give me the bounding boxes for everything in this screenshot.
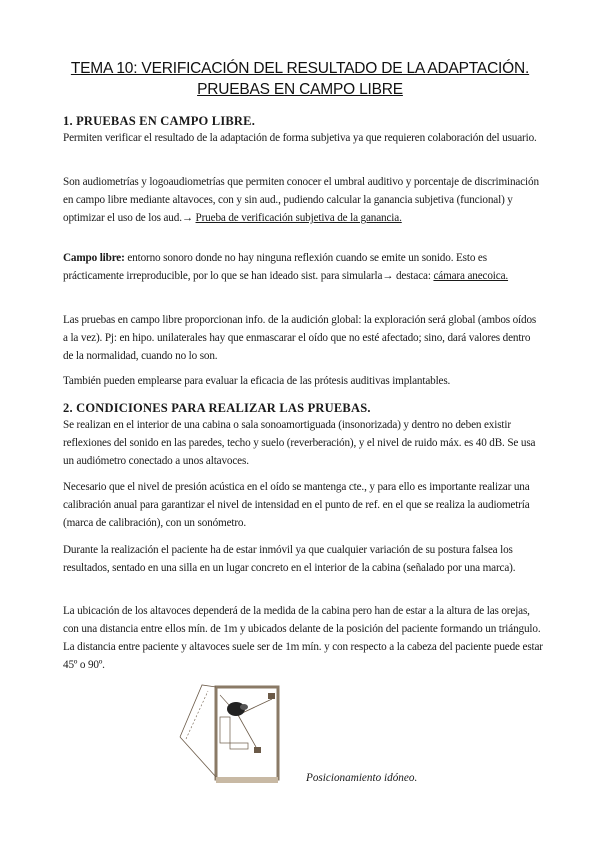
- paragraph-text: entorno sonoro donde no hay ninguna reflexión cuando se emite un sonido. Esto es prácticamente irreproducible, por lo que se han ideado sist. para simularla→ destaca:: [63, 252, 487, 282]
- seat-mark: [220, 717, 230, 743]
- paragraph: Se realizan en el interior de una cabina o sala sonoamortiguada (insonorizada) y dentro no deben existir reflexiones del sonido en las paredes, techo y suelo (reverberación), y el nivel de ruido máx. es 40 dB. Se usa un audiómetro conectado a unos altavoces.: [63, 419, 536, 467]
- bold-term: Campo libre:: [63, 252, 125, 264]
- speaker-icon: [254, 747, 261, 753]
- paragraph: Las pruebas en campo libre proporcionan info. de la audición global: la exploración será global (ambos oídos a la vez). Pj: en hipo. unilaterales hay que enmascarar el oído que no esté afectado; sino, dará valores dentro de la normalidad, cuando no lo son.: [63, 314, 537, 362]
- paragraph: [63, 173, 543, 227]
- paragraph: [63, 249, 543, 285]
- underlined-text: cámara anecoica.: [433, 270, 509, 282]
- paragraph-text: Son audiometrías y logoaudiometrías que permiten conocer el umbral auditivo y porcentaje de discriminación en campo libre mediante altavoces, con y sin aud., pudiendo calcular la ganancia subjetiva (funcional) y optimizar el uso de los aud.→: [63, 176, 539, 224]
- positioning-diagram: [172, 677, 290, 789]
- underlined-text: Prueba de verificación subjetiva de la ganancia.: [195, 212, 402, 224]
- speaker-icon: [268, 693, 275, 699]
- section-heading-2: 2. CONDICIONES PARA REALIZAR LAS PRUEBAS.: [63, 401, 371, 415]
- floor-mark: [230, 743, 248, 749]
- speaker-line: [238, 715, 256, 747]
- dimension-line: [180, 685, 216, 737]
- figure-caption: Posicionamiento idóneo.: [306, 772, 418, 784]
- paragraph: Durante la realización el paciente ha de estar inmóvil ya que cualquier variación de su postura falsea los resultados, sentado en una silla en un lugar concreto en el interior de la cabina (señalado por una marca).: [63, 544, 516, 574]
- paragraph: También pueden emplearse para evaluar la eficacia de las prótesis auditivas implantables.: [63, 375, 451, 387]
- page-title: TEMA 10: VERIFICACIÓN DEL RESULTADO DE LA ADAPTACIÓN. PRUEBAS EN CAMPO LIBRE: [70, 60, 530, 98]
- section-heading-1: 1. PRUEBAS EN CAMPO LIBRE.: [63, 114, 256, 128]
- paragraph: Necesario que el nivel de presión acústica en el oído se mantenga cte., y para ello es importante realizar una calibración anual para garantizar el nivel de intensidad en el punto de ref. en el que se realiza la audiometría (marca de calibración), con un sonómetro.: [63, 481, 530, 529]
- floor-shading: [216, 777, 278, 783]
- paragraph: La ubicación de los altavoces dependerá de la medida de la cabina pero han de estar a la altura de las orejas, con una distancia entre ellos mín. de 1m y ubicados delante de la posición del paciente formando un triángulo. La distancia entre paciente y altavoces suele ser de 1m mín. y con respecto a la cabeza del paciente puede estar 45º o 90º.: [63, 605, 543, 671]
- paragraph: Permiten verificar el resultado de la adaptación de forma subjetiva ya que requieren colaboración del usuario.: [63, 132, 537, 144]
- patient-ear: [240, 704, 248, 710]
- dimension-line: [180, 737, 216, 777]
